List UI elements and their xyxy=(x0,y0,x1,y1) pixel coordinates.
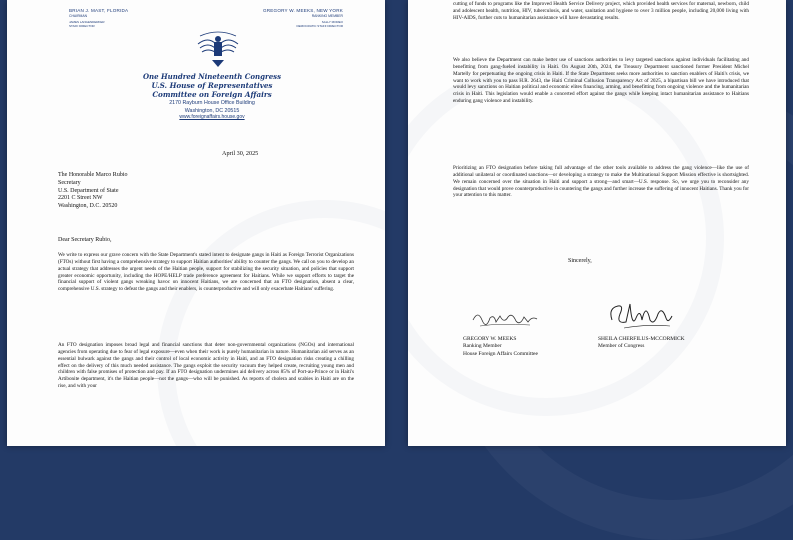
closing: Sincerely, xyxy=(568,258,592,264)
signer-org: House Foreign Affairs Committee xyxy=(463,350,538,357)
congress-line: One Hundred Nineteenth Congress xyxy=(142,72,282,81)
signer-block-cherfilus-mccormick xyxy=(598,336,685,351)
signer-block-meeks xyxy=(463,336,538,358)
ranking-staff: SALLY MOREO DEMOCRATIC STAFF DIRECTOR xyxy=(296,19,343,28)
body-paragraph: An FTO designation imposes broad legal and financial sanctions that deter non-governmental organizations (NGOs) and international agencies from operating due to fear of legal exposure—even when their work is purely humanitarian in nature. Humanitarian aid serves as an essential bulwark against the gangs and their control of local economic activity in Haiti, and an FTO designation risks creating a chilling effect on the delivery of this much needed assistance. The gangs exploit the security vacuum they helped create, recruiting young men and children with false promises of protection and pay. If an FTO designation undermines aid delivery across 85% of Port-au-Prince or in Haiti's Artibonite department, it's the Haitian people—not the gangs—who will be punished. As reports of cholera and scabies in Haiti are on the rise, and with your xyxy=(58,342,354,390)
recipient-line: The Honorable Marco Rubio xyxy=(58,172,128,178)
body-paragraph: We write to express our grave concern with the State Department's stated intent to designate gangs in Haiti as Foreign Terrorist Organizations (FTOs) without first having a comprehensive strategy to support Haitian authorities' ability to counter the gangs. We call on you to develop an actual strategy that addresses the urgent needs of the Haitian people, support for stabilizing the security situation, and policies that support greater economic opportunity, including the HOPE/HELP trade preference agreement for Haitians. While we support efforts to target the financial support of violent gangs wreaking havoc on innocent Haitians, we are concerned that an FTO designation, absent a clear, comprehensive U.S. strategy to defeat the gangs and their enablers, is counterproductive and will only exacerbate Haitians' suffering. xyxy=(58,252,354,293)
chairman-name: BRIAN J. MAST, FLORIDA xyxy=(69,8,129,13)
chairman-title: CHAIRMAN xyxy=(69,13,88,18)
letter-page-2 xyxy=(408,0,786,446)
letter-page-1 xyxy=(7,0,385,446)
signer-name: SHEILA CHERFILUS-MCCORMICK xyxy=(598,336,685,342)
salutation: Dear Secretary Rubio, xyxy=(58,237,112,243)
committee-address-1: 2170 Rayburn House Office Building xyxy=(169,100,255,106)
ranking-title: RANKING MEMBER xyxy=(311,13,343,18)
committee-name: Committee on Foreign Affairs xyxy=(152,90,272,99)
signer-name: GREGORY W. MEEKS xyxy=(463,336,517,342)
house-line: U.S. House of Representatives xyxy=(151,81,273,90)
recipient-line: U.S. Department of State xyxy=(58,187,119,194)
chairman-staff: JAMES LANGENDERFER STAFF DIRECTOR xyxy=(69,19,105,28)
committee-address-2: Washington, DC 20515 xyxy=(184,107,240,114)
page-watermark xyxy=(157,200,385,446)
committee-website-link[interactable]: www.foreignaffairs.house.gov xyxy=(179,114,245,121)
letterhead-chairman xyxy=(69,8,128,28)
signature-cherfilus-mccormick xyxy=(606,298,676,334)
letter-date: April 30, 2025 xyxy=(222,150,259,157)
recipient-line: 2201 C Street NW xyxy=(58,195,103,202)
body-paragraph: We also believe the Department can make better use of sanctions authorities to levy targeted sanctions against individuals facilitating and benefitting from gang-fueled instability in Haiti. On August 20th, 2024, the Treasury Department sanctioned former President Michel Martelly for perpetuating the ongoing crisis in Haiti. If the State Department seeks more authorities to sanction enablers of Haiti's crisis, we want to work with you to pass H.R. 2643, the Haiti Criminal Collusion Transparency Act of 2025, a bipartisan bill we have introduced that would levy sanctions on Haitian political and economic elites financing, arming, and benefitting from ongoing violence and the humanitarian crisis in Haiti. This legislation would enable a concerted effort against the gangs while keeping intact humanitarian assistance to Haitians enduring gang violence and instability. xyxy=(453,57,749,105)
ranking-name: GREGORY W. MEEKS, NEW YORK xyxy=(263,8,343,13)
signer-title: Ranking Member xyxy=(463,343,502,350)
signature-meeks xyxy=(470,306,540,332)
eagle-seal-icon xyxy=(194,30,242,70)
letterhead-ranking-member xyxy=(263,8,343,28)
recipient-address xyxy=(58,172,127,211)
recipient-line: Secretary xyxy=(58,179,81,186)
recipient-line: Washington, D.C. 20520 xyxy=(58,203,118,210)
body-paragraph: cutting of funds to programs like the Improved Health Service Delivery project, which provided health services for maternal, newborn, child and adolescent health, nutrition, HIV, tuberculosis, and water, sanitation and hygiene to over 3 million people, including 20,000 living with HIV-AIDS, further cuts to humanitarian assistance will have devastating results. xyxy=(453,1,749,21)
body-paragraph: Prioritizing an FTO designation before taking full advantage of the other tools available to address the gang violence—like the use of additional unilateral or coordinated sanctions—or developing a strategy to make the Multinational Support Mission effective is shortsighted. We remain concerned over the situation in Haiti and support a strong—and smart—U.S. response. So, we urge you to reconsider any designation that would prove counterproductive in countering the gangs and further increase the suffering of innocent Haitians. Thank you for your attention to this matter. xyxy=(453,165,749,199)
signer-title: Member of Congress xyxy=(598,343,645,350)
page-watermark xyxy=(408,60,724,416)
committee-header xyxy=(127,72,297,120)
